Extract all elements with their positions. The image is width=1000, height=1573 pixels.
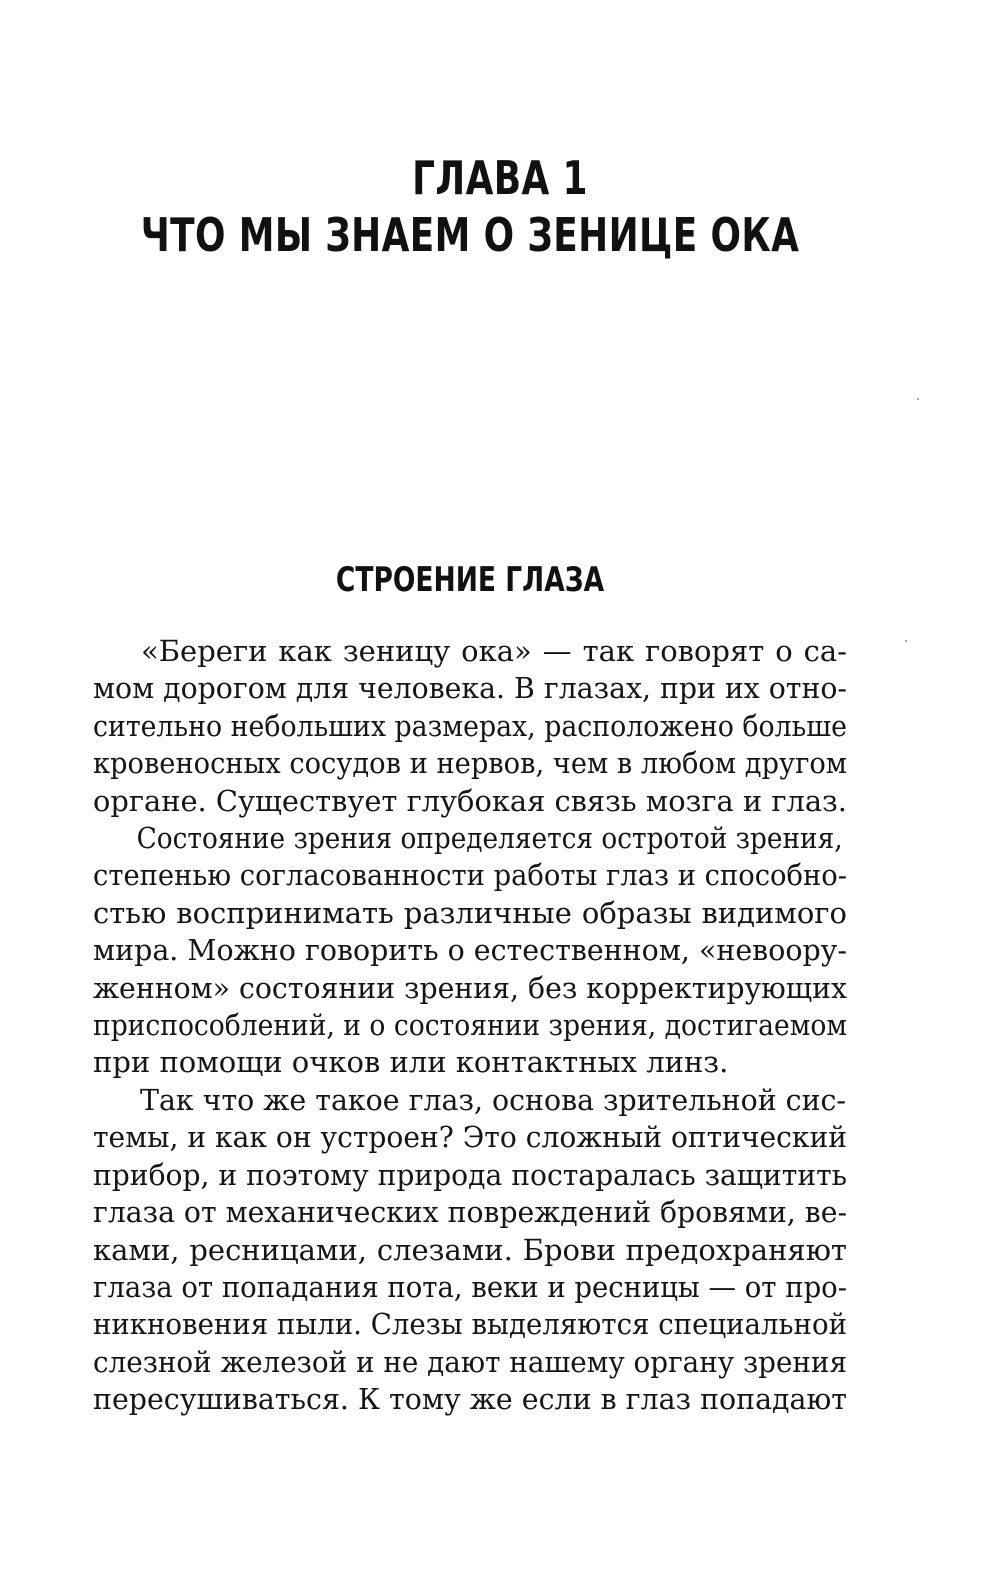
- body-text: [93, 633, 847, 1419]
- text-line: глаза от механических повреждений бровями, ве-: [93, 1195, 848, 1230]
- text-line: сительно небольших размерах, расположено больше: [93, 708, 848, 743]
- text-line: органе. Существует глубокая связь мозга и глаз.: [93, 783, 847, 818]
- text-line: приспособлений, и о состоянии зрения, достигаемом: [93, 1008, 847, 1043]
- text-line: кровеносных сосудов и нервов, чем в любом другом: [93, 746, 848, 781]
- text-line: пересушиваться. К тому же если в глаз попадают: [93, 1382, 848, 1417]
- text-line: степенью согласованности работы глаз и способно-: [93, 858, 847, 893]
- text-line: мом дорогом для человека. В глазах, при их отно-: [93, 671, 848, 706]
- text-line: «Береги как зеницу ока» — так говорят о са-: [141, 634, 847, 668]
- text-line: при помощи очков или контактных линз.: [93, 1045, 729, 1080]
- scan-speck: [917, 398, 919, 400]
- text-line: темы, и как он устроен? Это сложный оптический: [93, 1120, 848, 1155]
- text-line: Так что же такое глаз, основа зрительной сис-: [140, 1082, 847, 1117]
- text-line: никновения пыли. Слезы выделяются специальной: [93, 1307, 847, 1342]
- scan-speck: [905, 640, 907, 642]
- text-line: глаза от попадания пота, веки и ресницы — от про-: [93, 1269, 847, 1304]
- section-title: СТРОЕНИЕ ГЛАЗА: [335, 560, 605, 600]
- text-line: ками, ресницами, слезами. Брови предохраняют: [93, 1232, 847, 1267]
- chapter-number: ГЛАВА 1: [412, 151, 588, 205]
- text-line: мира. Можно говорить о естественном, «невоору-: [93, 933, 848, 968]
- text-line: прибор, и поэтому природа постаралась защитить: [93, 1157, 848, 1192]
- text-line: стью воспринимать различные образы видимого: [93, 895, 847, 930]
- chapter-title: ЧТО МЫ ЗНАЕМ О ЗЕНИЦЕ ОКА: [140, 208, 800, 262]
- text-line: женном» состоянии зрения, без корректирующих: [93, 970, 847, 1005]
- text-line: слезной железой и не дают нашему органу зрения: [93, 1344, 848, 1379]
- text-line: Состояние зрения определяется остротой зрения,: [136, 821, 843, 856]
